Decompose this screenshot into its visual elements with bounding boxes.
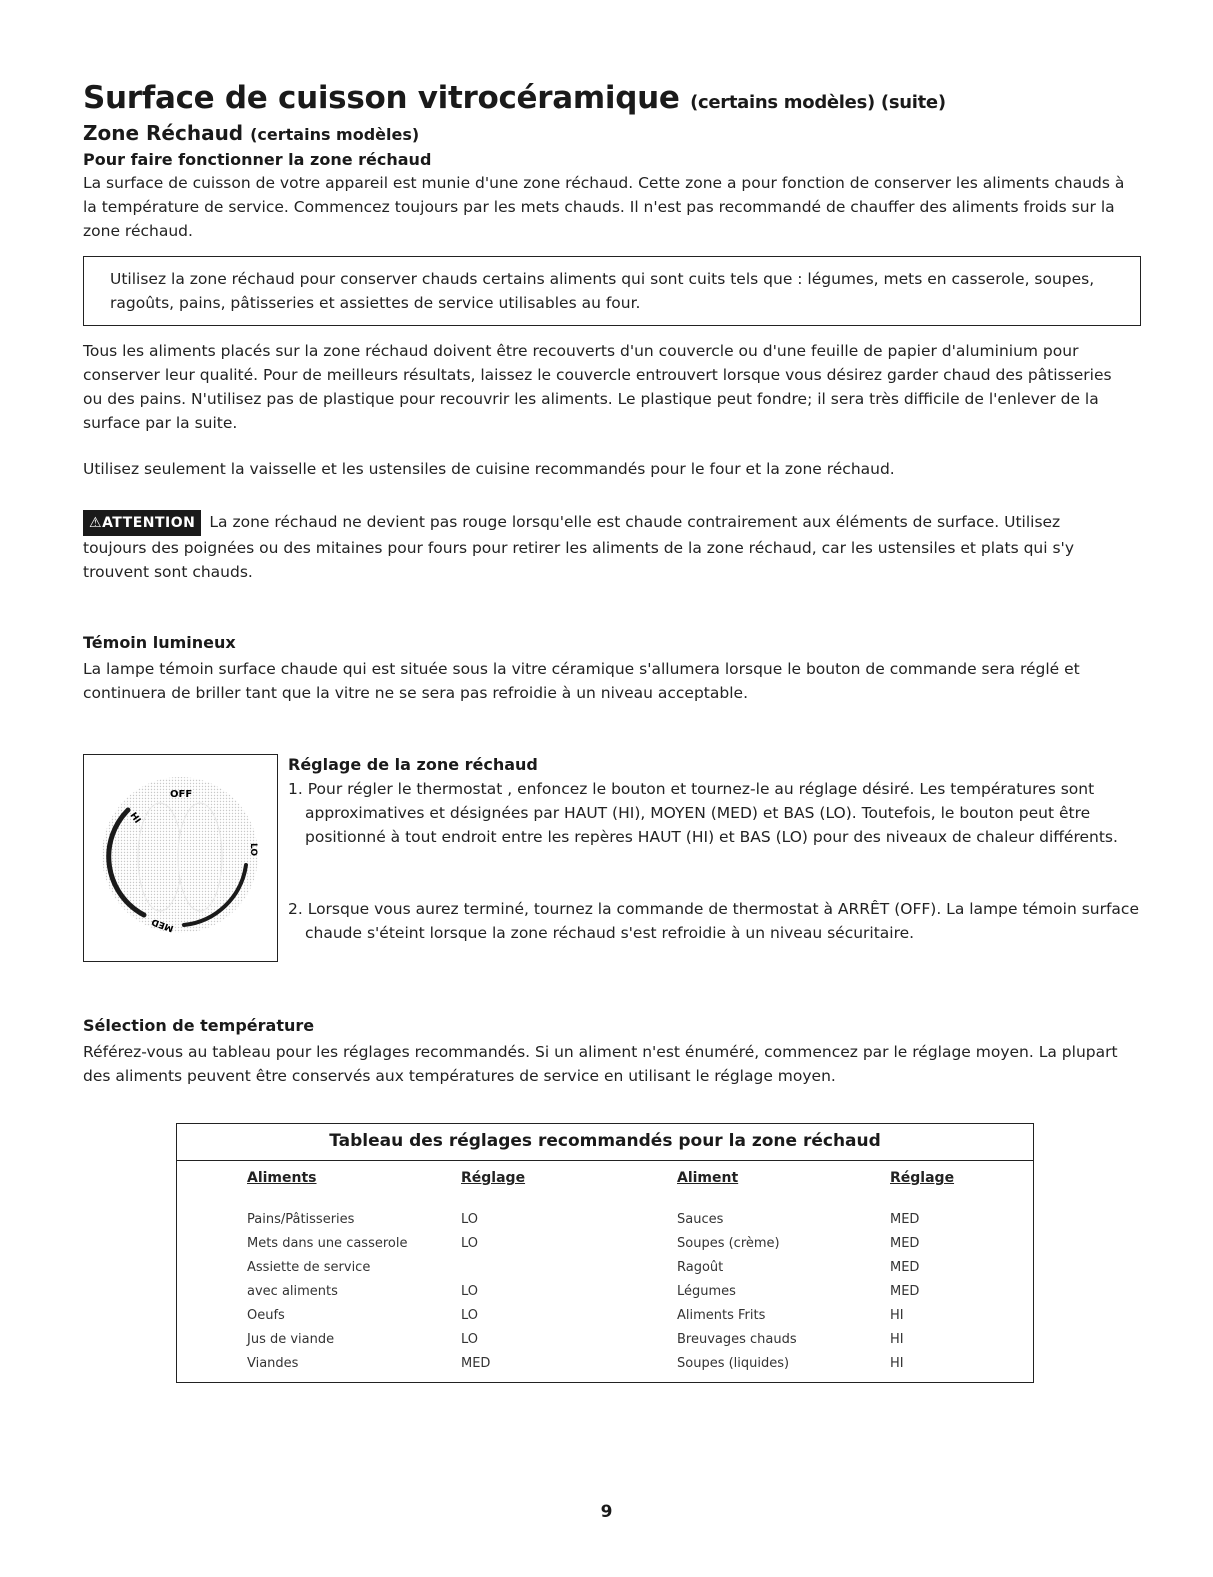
page-title — [83, 80, 946, 116]
table-column-food-right — [677, 1170, 797, 1376]
setting-heading: Réglage de la zone réchaud — [288, 755, 538, 774]
table-cell: Breuvages chauds — [677, 1332, 797, 1347]
table-cell: Légumes — [677, 1284, 736, 1299]
table-header: Réglage — [890, 1170, 955, 1186]
knob-hi-label: HI — [127, 810, 142, 826]
control-knob-image — [84, 755, 276, 960]
table-cell: LO — [461, 1308, 479, 1323]
settings-table-caption: Tableau des réglages recommandés pour la zone réchaud — [177, 1124, 1033, 1161]
table-header: Aliment — [677, 1170, 739, 1186]
table-cell: Ragoût — [677, 1260, 724, 1275]
note-box — [83, 256, 1141, 326]
knob-lo-label: LO — [248, 843, 258, 857]
table-column-setting-left — [461, 1170, 525, 1376]
knob-illustration — [83, 754, 278, 962]
table-cell — [461, 1256, 525, 1280]
table-cell: LO — [461, 1284, 479, 1299]
table-cell: MED — [890, 1284, 920, 1299]
knob-off-label: OFF — [170, 789, 193, 800]
temp-heading: Sélection de température — [83, 1016, 315, 1035]
table-cell: Mets dans une casserole — [247, 1236, 408, 1251]
attention-paragraph — [83, 510, 1128, 584]
knob-grip-left — [138, 803, 182, 911]
table-cell: Viandes — [247, 1356, 299, 1371]
attention-text: La zone réchaud ne devient pas rouge lorsqu'elle est chaude contrairement aux éléments de surface. Utilisez toujours des poignées ou des mitaines pour fours pour retirer les aliments de la zone réchaud, car les ustensiles et plats qui s'y trouvent sont chauds. — [83, 513, 1074, 581]
table-cell: Pains/Pâtisseries — [247, 1212, 355, 1227]
table-cell: Aliments Frits — [677, 1308, 766, 1323]
table-cell: Soupes (liquides) — [677, 1356, 790, 1371]
table-cell: LO — [461, 1332, 479, 1347]
indicator-heading: Témoin lumineux — [83, 633, 236, 652]
section-title-main: Zone Réchaud — [83, 121, 244, 145]
table-cell: avec aliments — [247, 1284, 338, 1299]
knob-grip-right — [178, 803, 222, 911]
table-cell: LO — [461, 1236, 479, 1251]
table-cell: LO — [461, 1212, 479, 1227]
settings-table — [176, 1123, 1034, 1383]
attention-badge: ⚠ATTENTION — [83, 510, 201, 536]
table-column-setting-right — [890, 1170, 954, 1376]
table-cell: Sauces — [677, 1212, 724, 1227]
table-cell: HI — [890, 1308, 904, 1323]
table-header: Réglage — [461, 1170, 526, 1186]
operate-heading: Pour faire fonctionner la zone réchaud — [83, 150, 432, 169]
section-title — [83, 121, 419, 145]
table-cell: Jus de viande — [247, 1332, 335, 1347]
setting-step-2: 2. Lorsque vous aurez terminé, tournez la commande de thermostat à ARRÊT (OFF). La lampe témoin surface chaude s'éteint lorsque la zone réchaud s'est refroidie à un niveau sécuritaire. — [288, 900, 1139, 942]
cover-paragraph: Tous les aliments placés sur la zone réchaud doivent être recouverts d'un couvercle ou d'une feuille de papier d'aluminium pour conserver leur qualité. Pour de meilleurs résultats, laissez le couvercle entrouvert lorsque vous désirez garder chaud des pâtisseries ou des pains. N'utilisez pas de plastique pour recouvrir les aliments. Le plastique peut fondre; il sera très difficile de l'enlever de la surface par la suite. — [83, 342, 1112, 432]
table-header: Aliments — [247, 1170, 317, 1186]
knob-med-label: MED — [150, 915, 176, 934]
table-cell: MED — [890, 1236, 920, 1251]
table-cell: MED — [890, 1212, 920, 1227]
temp-paragraph: Référez-vous au tableau pour les réglages recommandés. Si un aliment n'est énuméré, commencez par le réglage moyen. La plupart des aliments peuvent être conservés aux températures de service en utilisant le réglage moyen. — [83, 1043, 1118, 1085]
table-cell: Assiette de service — [247, 1260, 371, 1275]
indicator-paragraph: La lampe témoin surface chaude qui est située sous la vitre céramique s'allumera lorsque le bouton de commande sera réglé et continuera de briller tant que la vitre ne se sera pas refroidie à un niveau acceptable. — [83, 660, 1080, 702]
table-cell: MED — [890, 1260, 920, 1275]
table-cell: Soupes (crème) — [677, 1236, 780, 1251]
page-title-qualifier: (certains modèles) (suite) — [690, 92, 946, 113]
note-box-text: Utilisez la zone réchaud pour conserver chauds certains aliments qui sont cuits tels que : légumes, mets en casserole, soupes, ragoûts, pains, pâtisseries et assiettes de service utilisables au four. — [110, 270, 1095, 312]
operate-paragraph: La surface de cuisson de votre appareil est munie d'une zone réchaud. Cette zone a pour fonction de conserver les aliments chauds à la température de service. Commencez toujours par les mets chauds. Il n'est pas recommandé de chauffer des aliments froids sur la zone réchaud. — [83, 174, 1125, 240]
table-cell: HI — [890, 1332, 904, 1347]
table-cell: MED — [461, 1356, 491, 1371]
setting-step-1: 1. Pour régler le thermostat , enfoncez le bouton et tournez-le au réglage désiré. Les températures sont approximatives et désignées par HAUT (HI), MOYEN (MED) et BAS (LO). Toutefois, le bouton peut être positionné à tout endroit entre les repères HAUT (HI) et BAS (LO) pour des niveaux de chaleur différents. — [288, 780, 1118, 846]
table-column-food-left — [247, 1170, 407, 1376]
page-number: 9 — [600, 1502, 613, 1522]
attention-label: ATTENTION — [102, 515, 196, 531]
utensils-paragraph: Utilisez seulement la vaisselle et les ustensiles de cuisine recommandés pour le four et la zone réchaud. — [83, 460, 895, 478]
section-title-qualifier: (certains modèles) — [250, 125, 420, 144]
table-cell: HI — [890, 1356, 904, 1371]
page-title-main: Surface de cuisson vitrocéramique — [83, 80, 680, 116]
table-cell: Oeufs — [247, 1308, 285, 1323]
